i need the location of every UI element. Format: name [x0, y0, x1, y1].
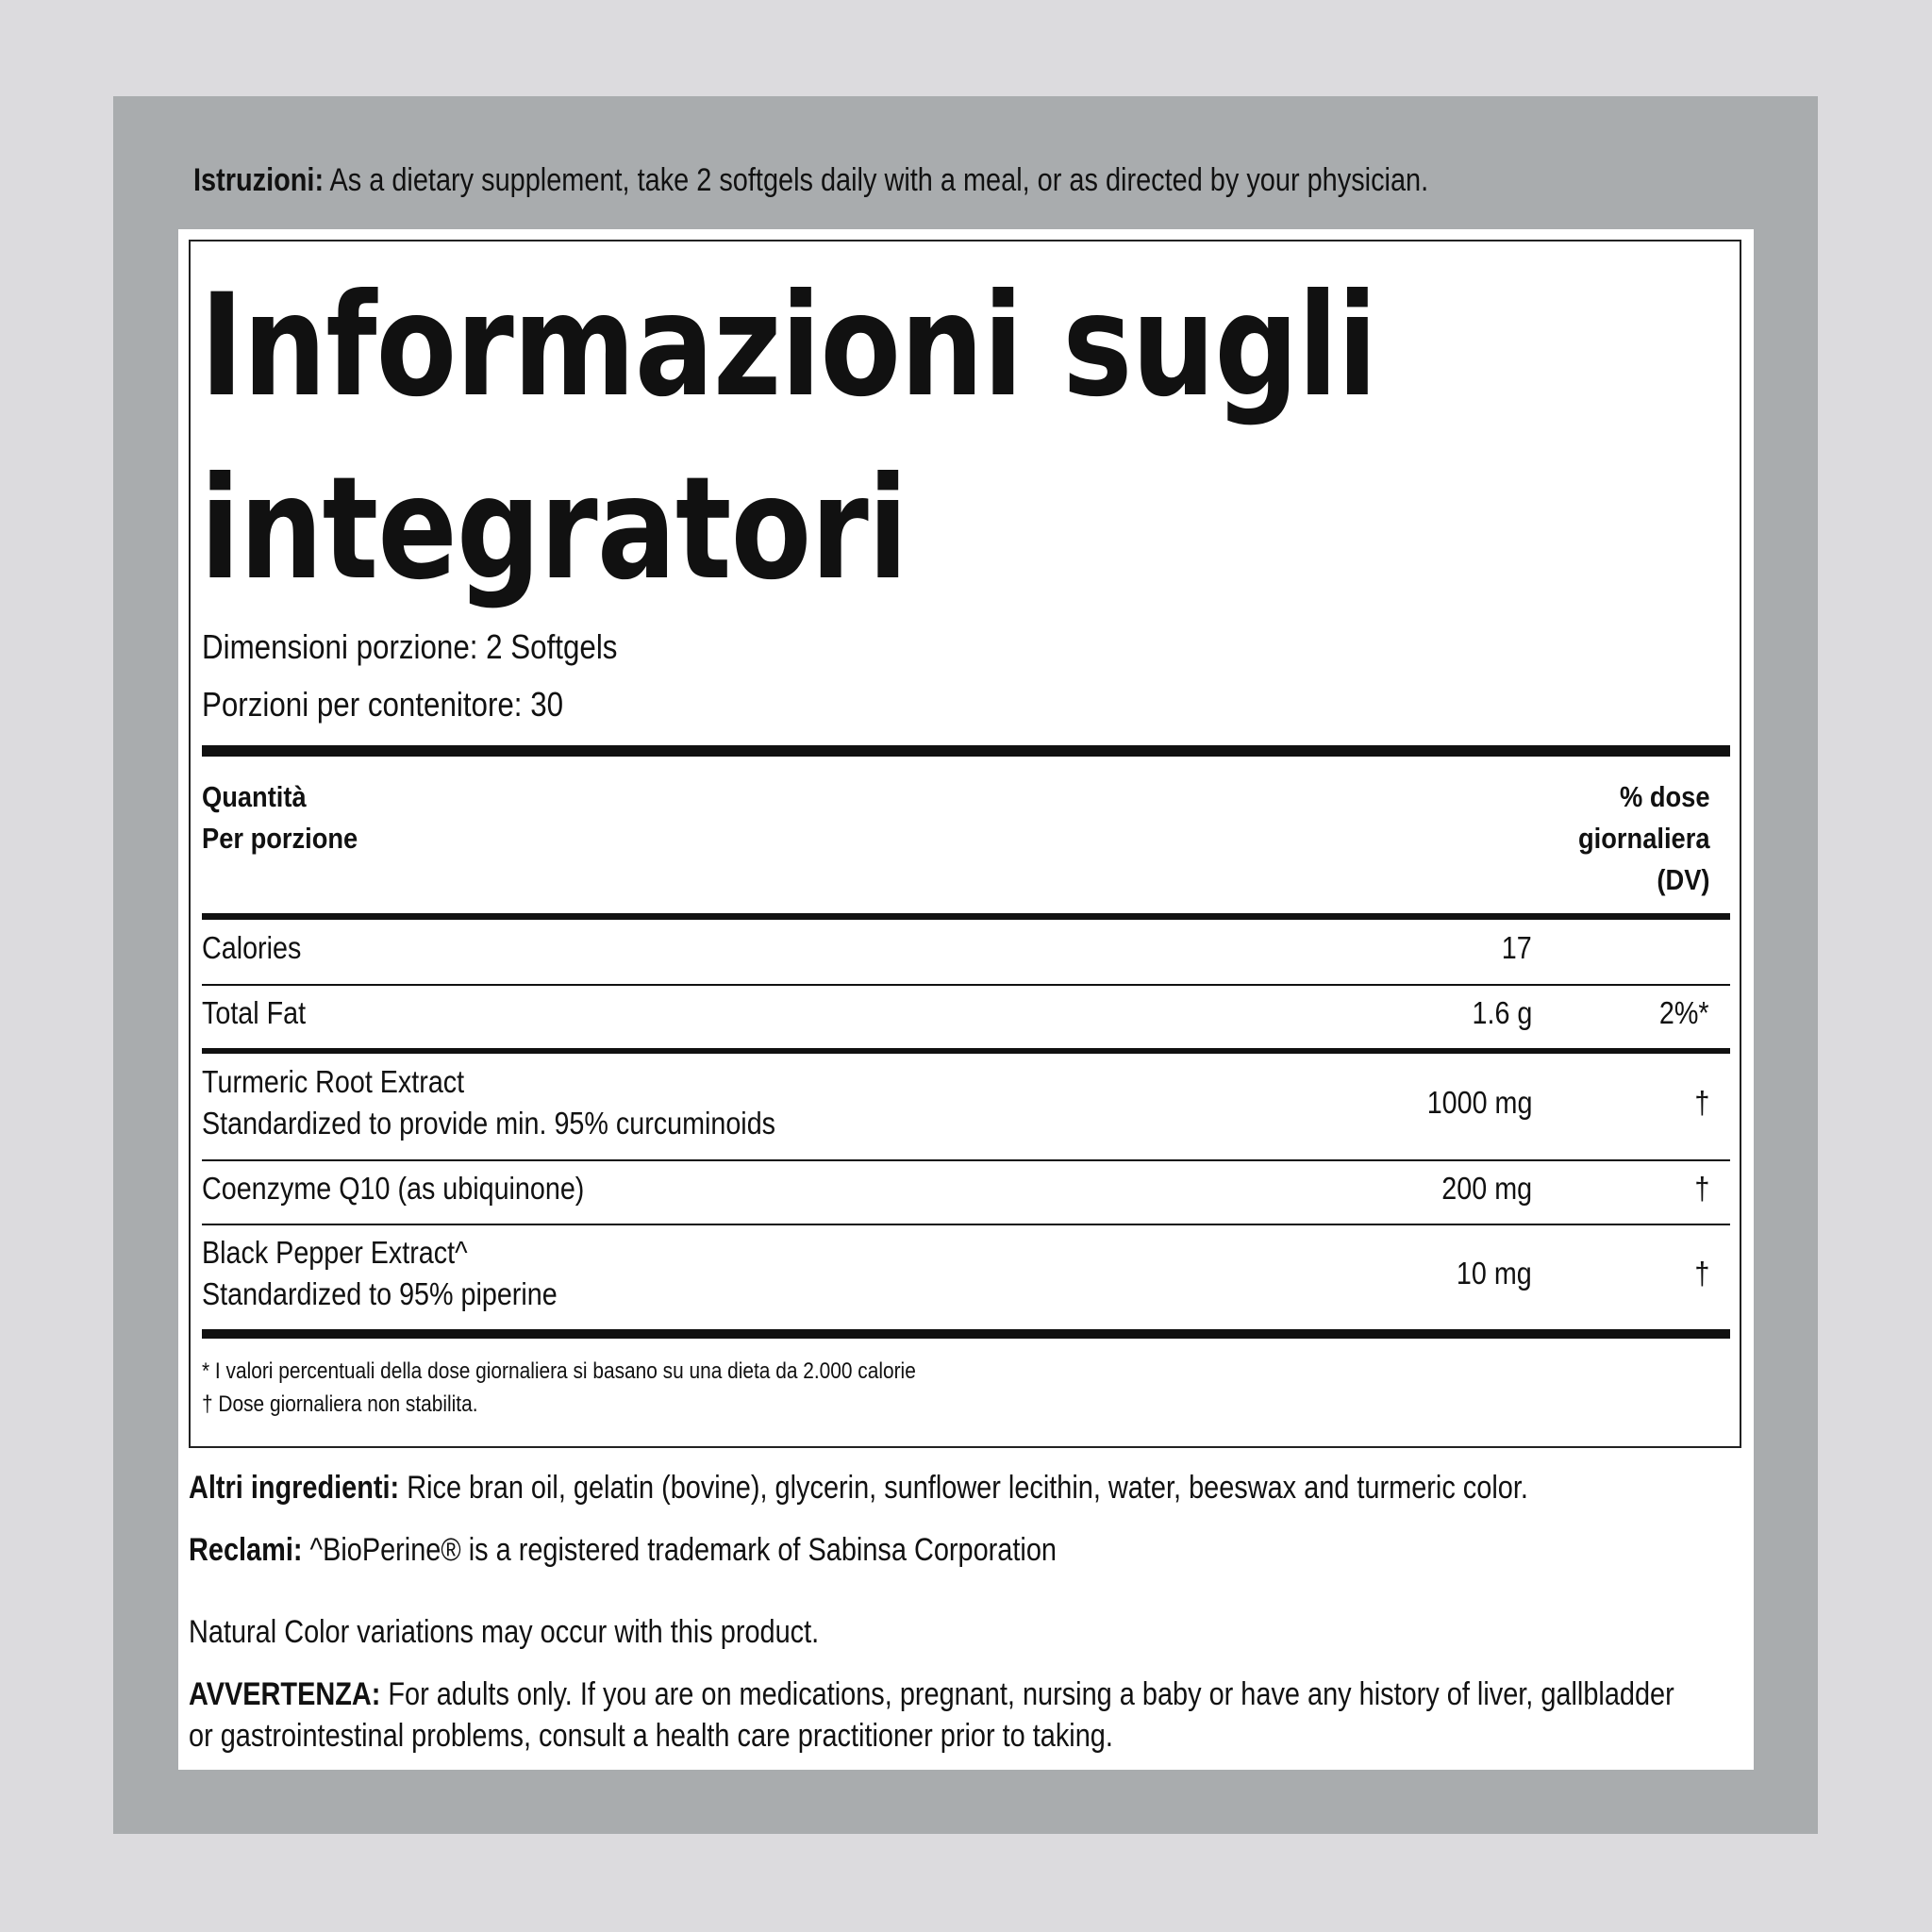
row-total-fat-amount: 1.6 g	[1472, 995, 1532, 1030]
row-coq10-name: Coenzyme Q10 (as ubiquinone)	[202, 1171, 585, 1206]
serving-size: Dimensioni porzione: 2 Softgels	[202, 627, 618, 666]
other-ingredients	[189, 1467, 1528, 1508]
servings-per-container: Porzioni per contenitore: 30	[202, 685, 564, 724]
warning	[189, 1674, 1674, 1757]
instructions-label: Istruzioni:	[193, 162, 325, 198]
divider-row	[202, 984, 1730, 986]
row-calories-name: Calories	[202, 930, 302, 965]
header-right-line3: (DV)	[1656, 863, 1709, 896]
divider-row	[202, 1224, 1730, 1225]
facts-title-line2: integratori	[200, 447, 908, 611]
warning-line1	[189, 1674, 1674, 1715]
other-ingredients-text: Rice bran oil, gelatin (bovine), glycerin, sunflower lecithin, water, beeswax and turmeric color.	[399, 1470, 1528, 1506]
footnote-not-established: † Dose giornaliera non stabilita.	[202, 1391, 478, 1417]
claims-text: ^BioPerine® is a registered trademark of Sabinsa Corporation	[302, 1532, 1057, 1568]
warning-text-line1: For adults only. If you are on medications, pregnant, nursing a baby or have any history of liver, gallbladder	[380, 1676, 1674, 1712]
divider-thick-mid	[202, 1048, 1730, 1054]
divider-header	[202, 913, 1730, 920]
thick-divider-bottom	[202, 1329, 1730, 1339]
claims	[189, 1529, 1057, 1571]
header-right-line2: giornaliera	[1577, 822, 1709, 855]
footnote-daily-value: * I valori percentuali della dose giornaliera si basano su una dieta da 2.000 calorie	[202, 1358, 916, 1384]
header-right-line1: % dose	[1619, 780, 1709, 813]
instructions-text: As a dietary supplement, take 2 softgels daily with a meal, or as directed by your physician.	[324, 162, 1429, 198]
amount-per-serving-header	[202, 776, 358, 859]
row-calories-amount: 17	[1502, 930, 1532, 965]
warning-label: AVVERTENZA:	[189, 1676, 381, 1712]
row-total-fat-name: Total Fat	[202, 995, 307, 1030]
divider-row	[202, 1159, 1730, 1161]
row-black-pepper-sub: Standardized to 95% piperine	[202, 1276, 558, 1311]
row-coq10-dv: †	[1694, 1171, 1709, 1206]
facts-title	[200, 255, 1376, 621]
daily-value-header	[1578, 776, 1709, 901]
thick-divider-top	[202, 745, 1730, 757]
row-turmeric-amount: 1000 mg	[1426, 1085, 1532, 1120]
header-left-line1: Quantità	[202, 780, 307, 813]
row-black-pepper-amount: 10 mg	[1457, 1256, 1532, 1291]
row-coq10-amount: 200 mg	[1441, 1171, 1532, 1206]
facts-title-line1: Informazioni sugli	[200, 264, 1377, 428]
row-black-pepper-dv: †	[1694, 1256, 1709, 1291]
row-turmeric-name: Turmeric Root Extract	[202, 1064, 465, 1099]
row-black-pepper-name: Black Pepper Extract^	[202, 1235, 468, 1270]
warning-text-line2: or gastrointestinal problems, consult a health care practitioner prior to taking.	[189, 1718, 1113, 1754]
other-ingredients-label: Altri ingredienti:	[189, 1470, 400, 1506]
header-left-line2: Per porzione	[202, 822, 358, 855]
claims-label: Reclami:	[189, 1532, 303, 1568]
natural-color-note: Natural Color variations may occur with this product.	[189, 1614, 820, 1650]
row-total-fat-dv: 2%*	[1659, 995, 1709, 1030]
row-turmeric-sub: Standardized to provide min. 95% curcuminoids	[202, 1106, 776, 1141]
row-turmeric-dv: †	[1694, 1085, 1709, 1120]
instructions-line	[193, 157, 1428, 204]
